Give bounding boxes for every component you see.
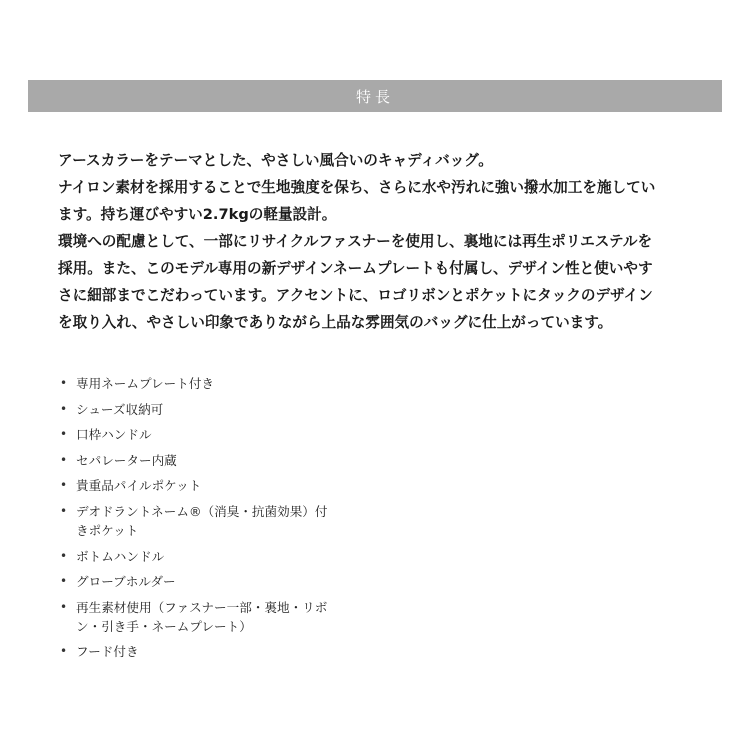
bullet-icon: • [60,427,68,442]
feature-text: 口枠ハンドル [76,427,152,443]
description-line: 環境への配慮として、一部にリサイクルファスナーを使用し、裏地には再生ポリエステルを [58,233,653,250]
description-line: アースカラーをテーマとした、やさしい風合いのキャディバッグ。 [58,152,493,169]
feature-text: セパレーター内蔵 [76,452,177,468]
bullet-icon: • [60,478,68,493]
feature-text: 再生素材使用（ファスナー一部・裏地・リボ [76,599,328,615]
feature-text: グローブホルダー [76,574,176,590]
bullet-icon: • [60,401,68,416]
section-title: 特長 [355,87,394,106]
feature-item-nameplate [60,374,380,393]
bullet-icon: • [60,548,68,563]
bullet-icon: • [60,599,68,614]
feature-item-top-handle [60,425,380,444]
feature-text-continued: きポケット [76,522,139,538]
bullet-icon: • [60,644,68,659]
feature-text: 専用ネームプレート付き [76,376,215,391]
feature-item-shoes [60,400,380,419]
bullet-icon: • [60,452,68,467]
feature-item-valuables-pocket [60,476,380,495]
feature-item-deodorant-pocket [60,502,380,540]
bullet-icon: • [60,503,68,518]
feature-text: デオドラントネーム®（消臭・抗菌効果）付 [76,503,328,519]
description-line: 採用。また、このモデル専用の新デザインネームプレートも付属し、デザイン性と使いやす [58,260,653,277]
product-description [58,147,698,336]
feature-text: 貴重品パイルポケット [76,478,202,494]
description-line: さに細部までこだわっています。アクセントに、ロゴリボンとポケットにタックのデザイン [58,287,653,304]
feature-item-recycled-materials [60,598,380,636]
description-line: ナイロン素材を採用することで生地強度を保ち、さらに水や汚れに強い撥水加工を施してい [58,179,656,196]
feature-text: シューズ収納可 [76,401,164,417]
bullet-icon: • [60,574,68,589]
feature-text: フード付き [76,644,139,660]
description-line: を取り入れ、やさしい印象でありながら上品な雰囲気のバッグに仕上がっています。 [58,314,613,331]
feature-text: ボトムハンドル [76,548,165,564]
feature-item-separator [60,451,380,470]
feature-text-continued: ン・引き手・ネームプレート） [76,618,252,634]
section-header-bar [28,80,722,112]
feature-item-hood [60,642,380,661]
feature-item-bottom-handle [60,547,380,566]
feature-item-glove-holder [60,572,380,591]
feature-list [60,374,380,668]
bullet-icon: • [60,376,68,390]
description-line: ます。持ち運びやすい2.7kgの軽量設計。 [58,206,337,223]
